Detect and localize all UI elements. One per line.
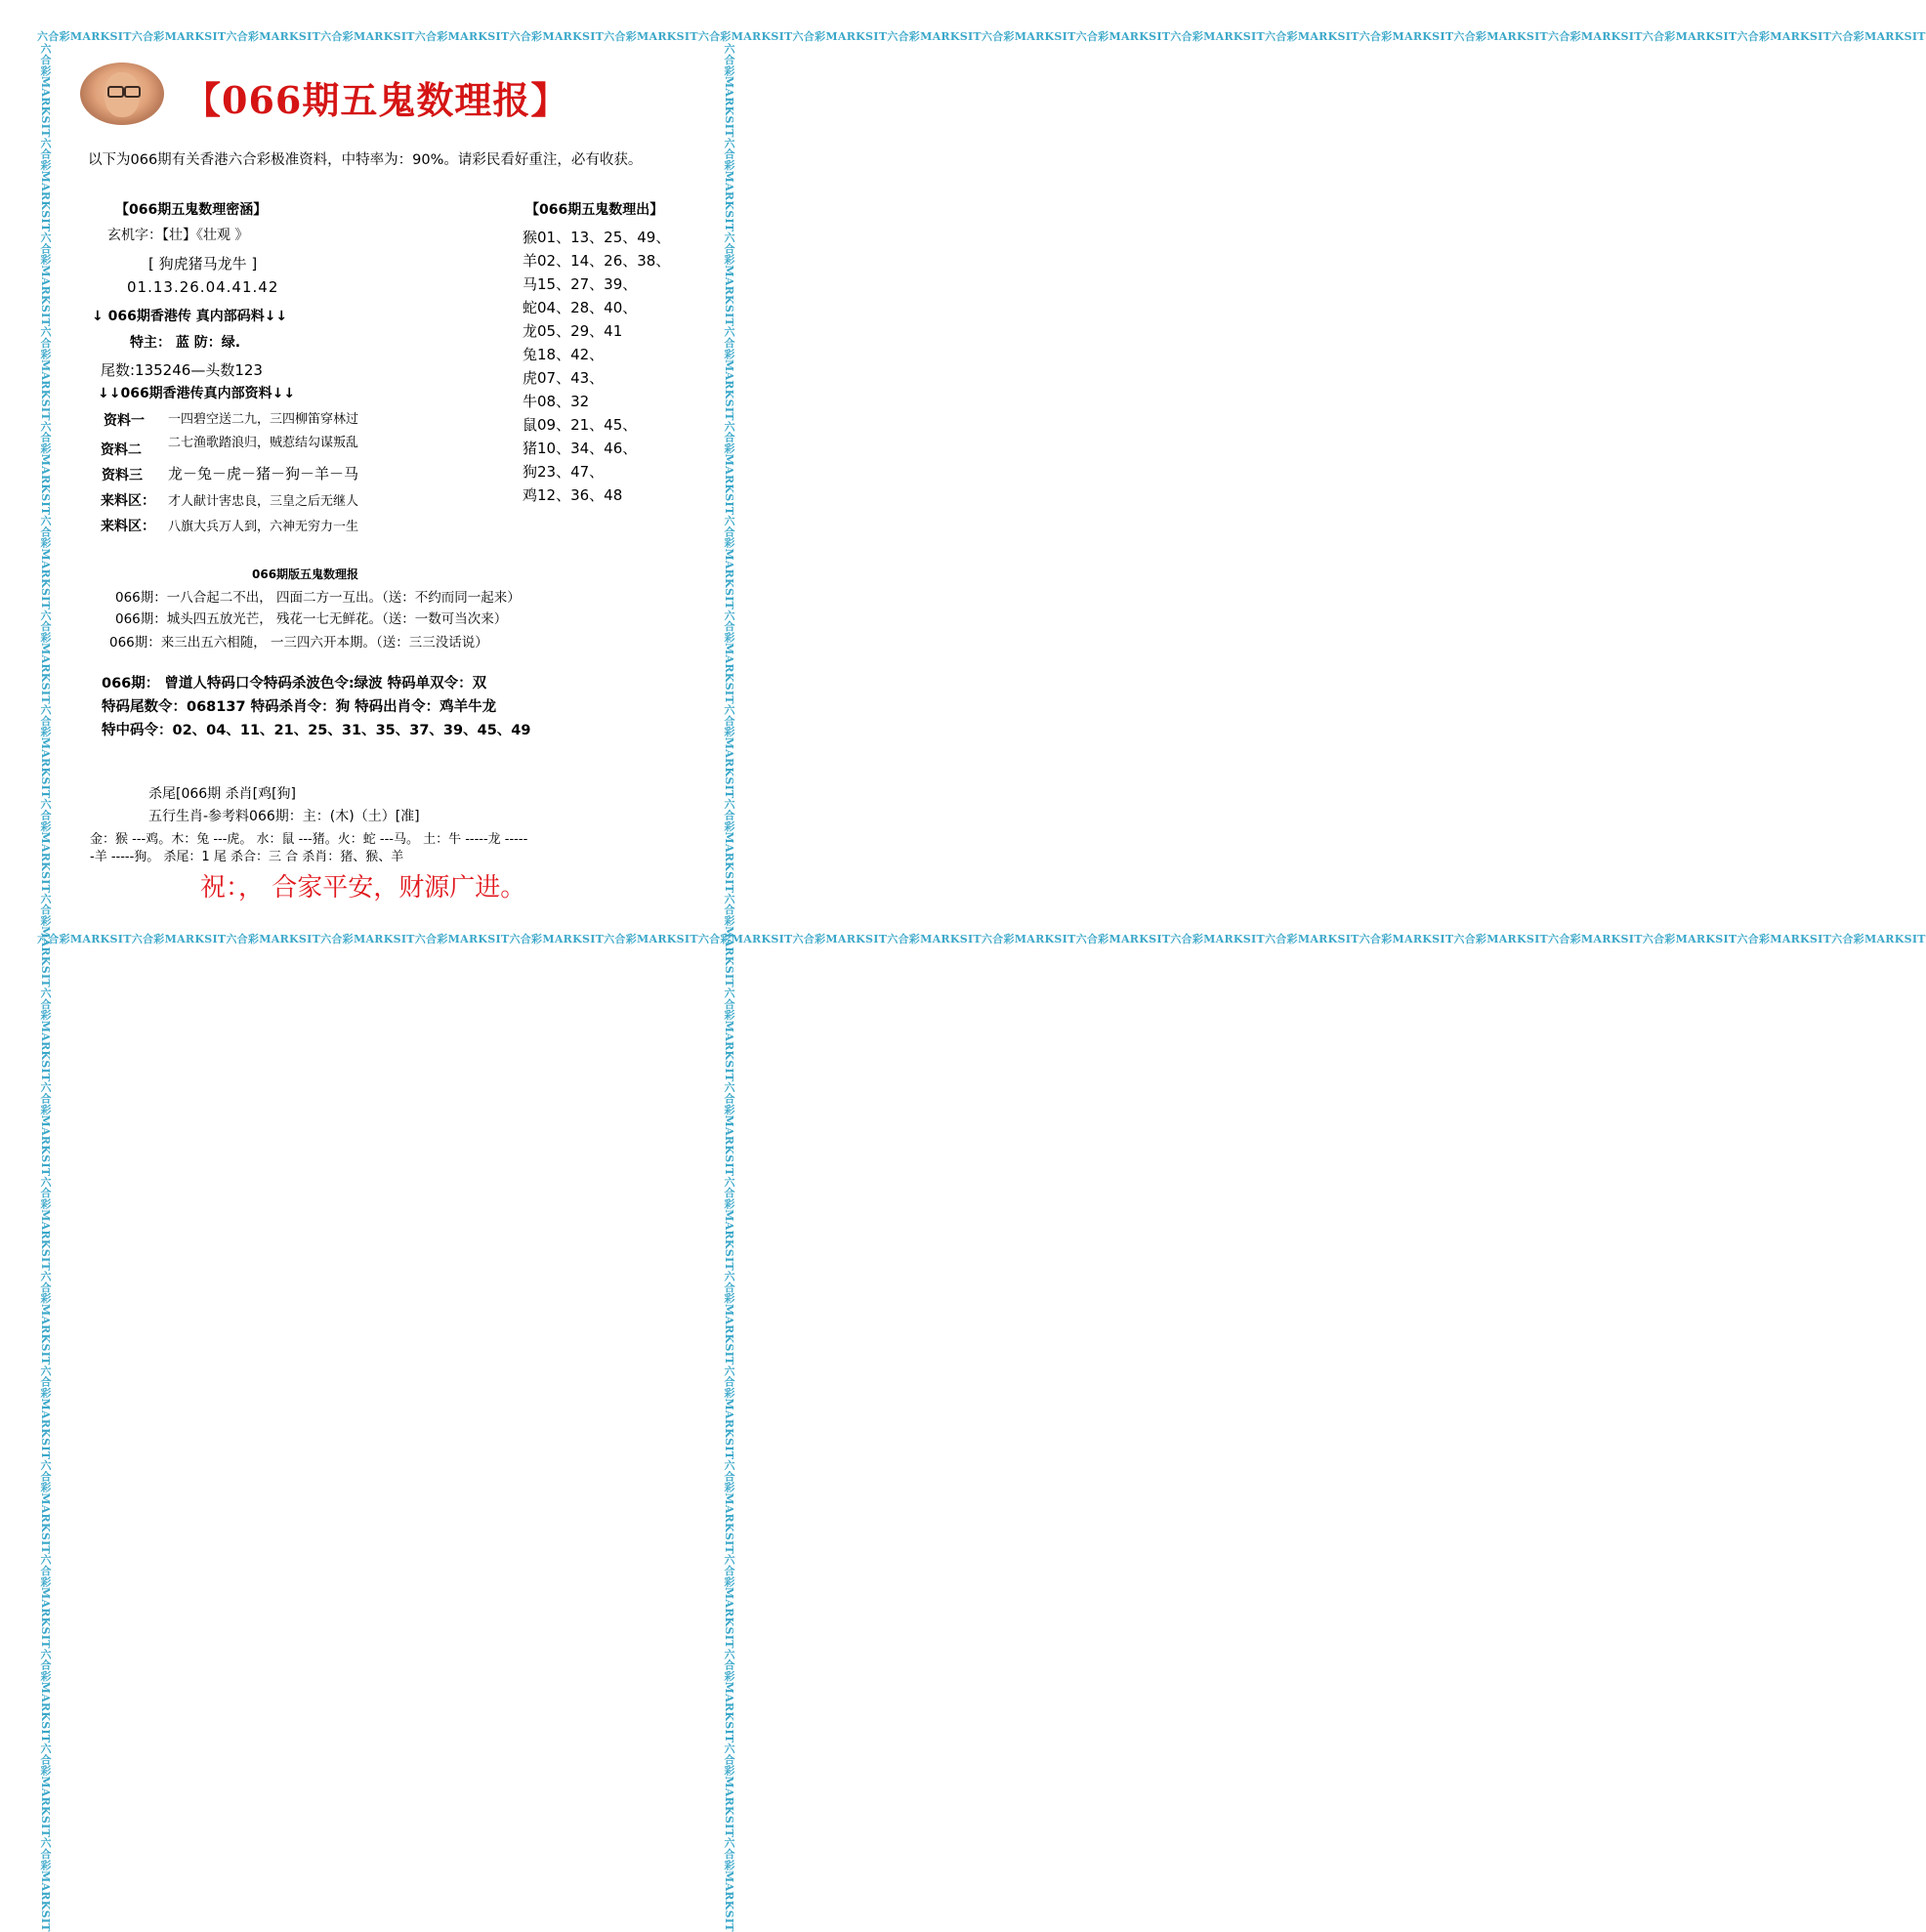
source1-text: 才人献计害忠良，三皇之后无继人	[168, 494, 359, 509]
avatar	[80, 63, 164, 125]
data2-text: 二七渔歌踏浪归，贼惹结勾谋叛乱	[168, 436, 359, 450]
border-bottom: 六合彩MARKSIT六合彩MARKSIT六合彩MARKSIT六合彩MARKSIT六合彩MARKSIT六合彩MARKSIT六合彩MARKSIT六合彩MARKSIT六合彩MARKSIT六合彩MARKSIT六合彩MARKSIT六合彩MARKSIT六合彩MARKSIT六合彩MARKSIT六合彩MARKSIT六合彩MARKSIT六合彩MARKSIT六合彩MARKSIT六合彩MARKSIT六合彩MARKSIT	[37, 933, 1926, 945]
number-list: 01.13.26.04.41.42	[127, 278, 279, 296]
border-right: 六合彩MARKSIT六合彩MARKSIT六合彩MARKSIT六合彩MARKSIT六合彩MARKSIT六合彩MARKSIT六合彩MARKSIT六合彩MARKSIT六合彩MARKSIT六合彩MARKSIT六合彩MARKSIT六合彩MARKSIT六合彩MARKSIT六合彩MARKSIT六合彩MARKSIT六合彩MARKSIT六合彩MARKSIT六合彩MARKSIT六合彩MARKSIT六合彩MARKSIT	[723, 43, 735, 1932]
data3-text: 龙－兔－虎－猪－狗－羊－马	[168, 465, 359, 483]
middle-line-2: 066期：城头四五放光芒， 残花一七无鲜花。（送：一数可当次来）	[115, 611, 508, 627]
list-item: 狗23、47、	[523, 463, 605, 481]
border-top: 六合彩MARKSIT六合彩MARKSIT六合彩MARKSIT六合彩MARKSIT六合彩MARKSIT六合彩MARKSIT六合彩MARKSIT六合彩MARKSIT六合彩MARKSIT六合彩MARKSIT六合彩MARKSIT六合彩MARKSIT六合彩MARKSIT六合彩MARKSIT六合彩MARKSIT六合彩MARKSIT六合彩MARKSIT六合彩MARKSIT六合彩MARKSIT六合彩MARKSIT	[37, 30, 1926, 43]
avatar-glasses-right	[124, 86, 141, 98]
elements-line-2: -羊 -----狗。 杀尾：1 尾 杀合：三 合 杀肖：猪、猴、羊	[90, 850, 404, 864]
source1-label: 来料区：	[101, 493, 155, 509]
middle-line-1: 066期：一八合起二不出， 四面二方一互出。（送：不约而同一起来）	[115, 590, 521, 606]
command-line-1: 066期： 曾道人特码口令特码杀波色令:绿波 特码单双令：双	[102, 676, 487, 692]
intro-text: 以下为066期有关香港六合彩极准资料，中特率为：90%。请彩民看好重注，必有收获。	[88, 152, 643, 168]
command-line-2: 特码尾数令：068137 特码杀肖令：狗 特码出肖令：鸡羊牛龙	[102, 699, 497, 715]
left-header: 【066期五鬼数理密涵】	[115, 202, 268, 218]
internal-heading-1: ↓ 066期香港传 真内部码料↓↓	[92, 309, 288, 324]
elements-line-1: 金：猴 ---鸡。木：兔 ---虎。 水：鼠 ---猪。火：蛇 ---马。 土：牛 -----龙 -----	[90, 832, 528, 847]
border-left: 六合彩MARKSIT六合彩MARKSIT六合彩MARKSIT六合彩MARKSIT六合彩MARKSIT六合彩MARKSIT六合彩MARKSIT六合彩MARKSIT六合彩MARKSIT六合彩MARKSIT六合彩MARKSIT六合彩MARKSIT六合彩MARKSIT六合彩MARKSIT六合彩MARKSIT六合彩MARKSIT六合彩MARKSIT六合彩MARKSIT六合彩MARKSIT六合彩MARKSIT	[39, 43, 52, 1932]
list-item: 羊02、14、26、38、	[523, 252, 671, 270]
kill-line: 杀尾[066期 杀肖[鸡[狗]	[148, 786, 297, 802]
source2-label: 来料区：	[101, 519, 155, 534]
xuanji-text: 玄机字：【壮】《壮观 》	[107, 228, 249, 243]
command-line-3: 特中码令：02、04、11、21、25、31、35、37、39、45、49	[102, 723, 531, 738]
right-header: 【066期五鬼数理出】	[525, 202, 664, 218]
special-colors: 特主： 蓝 防：绿.	[130, 335, 241, 351]
zodiac-list: [ 狗虎猪马龙牛 ]	[148, 255, 258, 273]
data1-text: 一四碧空送二九，三四柳笛穿林过	[168, 412, 359, 427]
middle-subtitle: 066期版五鬼数理报	[252, 567, 359, 581]
list-item: 猪10、34、46、	[523, 440, 638, 457]
list-item: 猴01、13、25、49、	[523, 229, 671, 246]
avatar-glasses-left	[107, 86, 124, 98]
list-item: 牛08、32	[523, 393, 590, 410]
wuxing-line: 五行生肖-参考料066期：主：(木)（土）[准]	[148, 809, 420, 824]
list-item: 兔18、42、	[523, 346, 605, 363]
data3-label: 资料三	[102, 468, 143, 483]
list-item: 鼠09、21、45、	[523, 416, 638, 434]
list-item: 马15、27、39、	[523, 275, 638, 293]
list-item: 龙05、29、41	[523, 322, 623, 340]
page-title: 【066期五鬼数理报】	[184, 78, 569, 122]
source2-text: 八旗大兵万人到，六神无穷力一生	[168, 520, 359, 534]
data1-label: 资料一	[104, 413, 145, 429]
list-item: 虎07、43、	[523, 369, 605, 387]
list-item: 鸡12、36、48	[523, 486, 623, 504]
middle-line-3: 066期：来三出五六相随， 一三四六开本期。（送：三三没话说）	[109, 635, 488, 651]
data2-label: 资料二	[101, 442, 142, 458]
list-item: 蛇04、28、40、	[523, 299, 638, 316]
tail-numbers: 尾数:135246—头数123	[101, 361, 263, 379]
internal-heading-2: ↓↓066期香港传真内部资料↓↓	[98, 386, 296, 401]
blessing-text: 祝：， 合家平安，财源广进。	[200, 873, 526, 903]
